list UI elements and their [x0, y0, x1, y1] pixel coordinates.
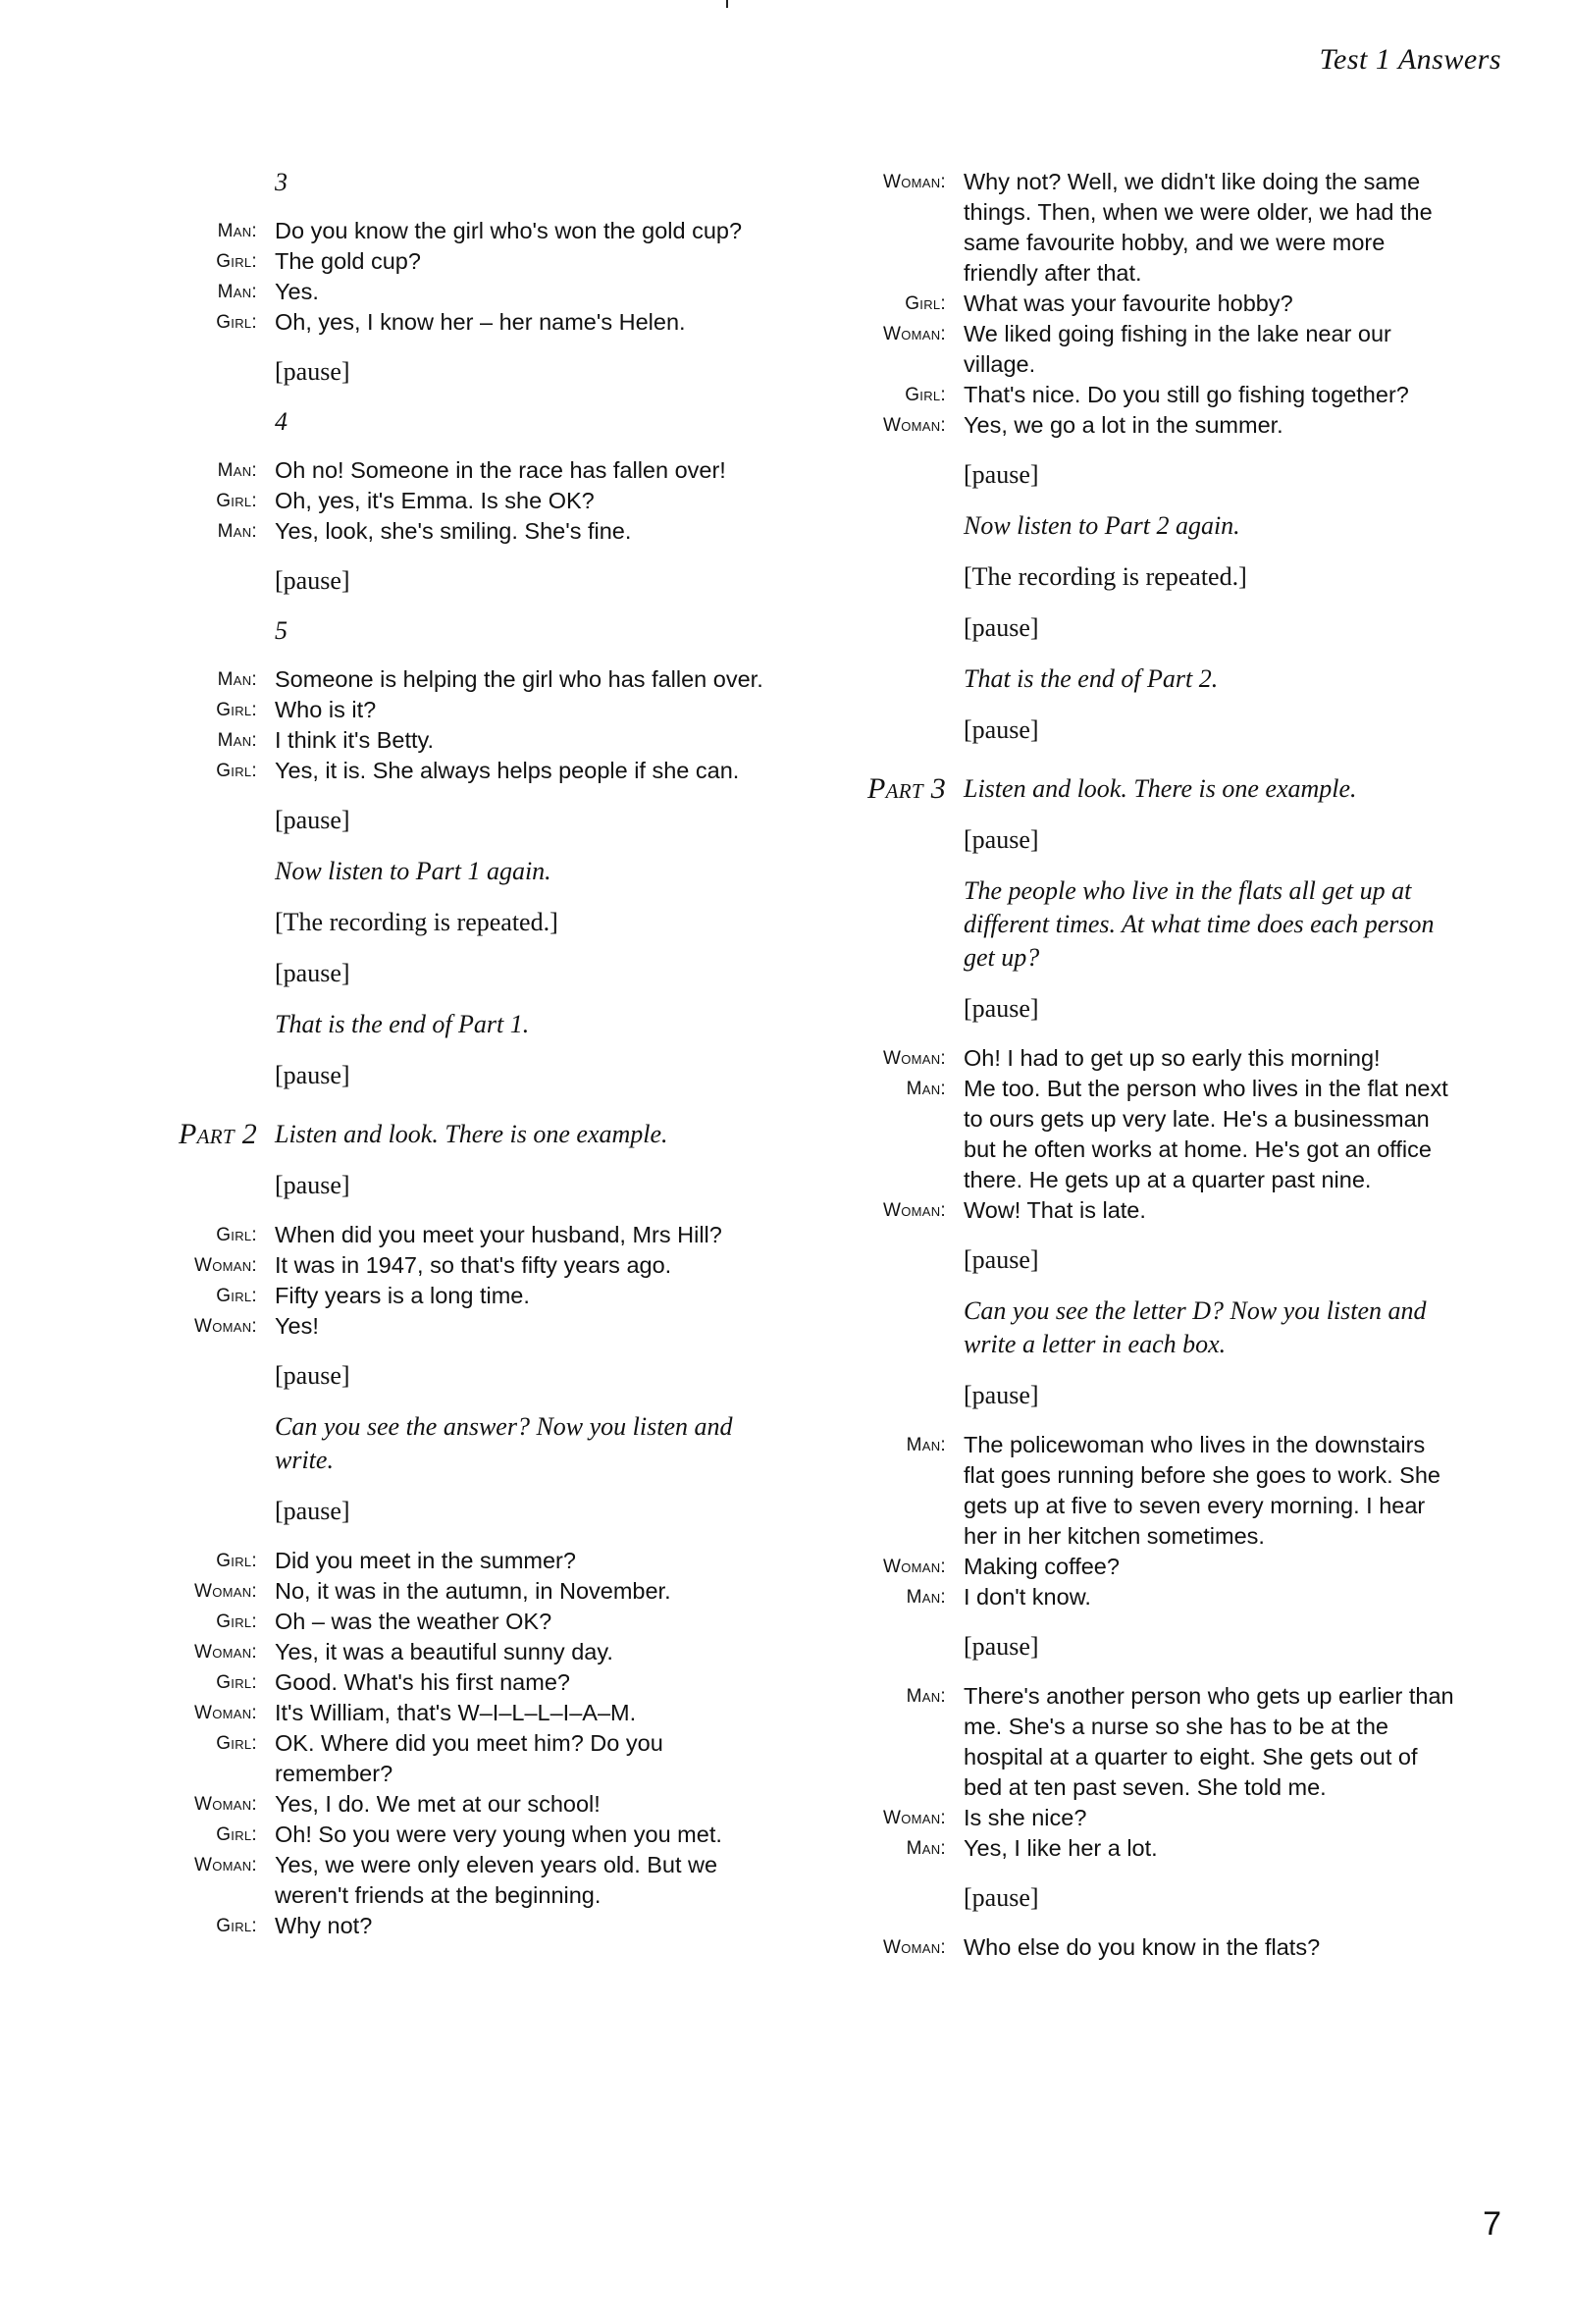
item-number: 5	[275, 616, 288, 645]
page-header: Test 1 Answers	[1319, 43, 1501, 76]
transcript-line	[834, 380, 1462, 410]
transcript-line	[834, 1582, 1462, 1612]
instruction-text: That is the end of Part 1.	[275, 1010, 530, 1038]
transcript-line	[834, 1043, 1462, 1074]
transcript-line	[157, 1667, 765, 1698]
transcript-part	[157, 1118, 765, 1151]
dialogue-text: I don't know.	[964, 1584, 1091, 1610]
transcript-num	[157, 615, 765, 647]
dialogue-text: Yes, I do. We met at our school!	[275, 1791, 601, 1817]
transcript-stage	[834, 713, 1462, 747]
transcript-line	[157, 1576, 765, 1607]
part-label: Part 3	[867, 772, 946, 805]
stage-direction: [pause]	[275, 1361, 350, 1390]
stage-direction: [pause]	[275, 1171, 350, 1199]
dialogue-text: Yes, we go a lot in the summer.	[964, 412, 1283, 438]
part-instruction: Listen and look. There is one example.	[275, 1120, 668, 1148]
transcript-line	[157, 246, 765, 277]
speaker-label: Woman:	[882, 324, 946, 344]
transcript-stage	[157, 1495, 765, 1528]
speaker-label: Girl:	[216, 251, 257, 272]
transcript-instr	[157, 855, 765, 888]
dialogue-text: Why not? Well, we didn't like doing the same things. Then, when we were older, we had the same favourite hobby, and we were more friendly after that.	[964, 169, 1433, 286]
dialogue-text: Yes, we were only eleven years old. But we weren't friends at the beginning.	[275, 1852, 718, 1908]
transcript-line	[834, 1803, 1462, 1833]
dialogue-text: It's William, that's W–I–L–L–I–A–M.	[275, 1700, 637, 1725]
speaker-label: Man:	[217, 221, 257, 241]
transcript-stage	[834, 1379, 1462, 1412]
speaker-label: Woman:	[193, 1316, 257, 1337]
speaker-label: Girl:	[216, 1916, 257, 1936]
dialogue-text: Oh – was the weather OK?	[275, 1609, 552, 1634]
transcript-line	[157, 486, 765, 516]
speaker-label: Man:	[906, 1686, 946, 1707]
dialogue-text: Oh, yes, it's Emma. Is she OK?	[275, 488, 595, 513]
transcript-stage	[834, 1243, 1462, 1277]
dialogue-text: Yes, it is. She always helps people if she can.	[275, 758, 740, 783]
speaker-label: Man:	[906, 1587, 946, 1608]
transcript-line	[157, 1220, 765, 1250]
transcript-line	[834, 1195, 1462, 1226]
speaker-label: Girl:	[216, 1672, 257, 1693]
speaker-label: Man:	[217, 730, 257, 751]
dialogue-text: Why not?	[275, 1913, 373, 1938]
transcript-num	[157, 406, 765, 438]
speaker-label: Woman:	[882, 1808, 946, 1828]
speaker-label: Woman:	[193, 1794, 257, 1815]
item-number: 3	[275, 168, 288, 196]
transcript-stage	[834, 823, 1462, 857]
speaker-label: Girl:	[216, 1824, 257, 1845]
transcript-line	[157, 307, 765, 338]
transcript-stage	[157, 906, 765, 939]
speaker-label: Girl:	[216, 700, 257, 720]
transcript-stage	[834, 611, 1462, 645]
stage-direction: [pause]	[964, 994, 1039, 1023]
transcript-line	[834, 289, 1462, 319]
transcript-line	[157, 1850, 765, 1911]
speaker-label: Girl:	[905, 293, 946, 314]
dialogue-text: Do you know the girl who's won the gold cup?	[275, 218, 743, 243]
dialogue-text: OK. Where did you meet him? Do you remember?	[275, 1730, 663, 1786]
dialogue-text: Who else do you know in the flats?	[964, 1934, 1321, 1960]
speaker-label: Man:	[217, 521, 257, 542]
dialogue-text: We liked going fishing in the lake near our village.	[964, 321, 1391, 377]
transcript-stage	[157, 1059, 765, 1092]
speaker-label: Woman:	[193, 1703, 257, 1723]
speaker-label: Girl:	[216, 491, 257, 511]
transcript-line	[157, 516, 765, 547]
dialogue-text: There's another person who gets up earlier than me. She's a nurse so she has to be at the hospital at a quarter to eight. She gets out of bed at ten past seven. She told me.	[964, 1683, 1454, 1800]
transcript-line	[157, 1250, 765, 1281]
dialogue-text: Oh! I had to get up so early this morning!	[964, 1045, 1381, 1071]
instruction-text: Can you see the answer? Now you listen and write.	[275, 1412, 733, 1474]
stage-direction: [pause]	[964, 715, 1039, 744]
speaker-label: Man:	[217, 460, 257, 481]
transcript-line	[834, 167, 1462, 289]
transcript-stage	[157, 804, 765, 837]
transcript-stage	[834, 458, 1462, 492]
stage-direction: [pause]	[964, 1245, 1039, 1274]
stage-direction: [The recording is repeated.]	[275, 908, 558, 936]
transcript-line	[157, 1281, 765, 1311]
transcript-line	[157, 1698, 765, 1728]
transcript-stage	[834, 1630, 1462, 1664]
transcript-line	[834, 319, 1462, 380]
stage-direction: [pause]	[964, 1381, 1039, 1409]
speaker-label: Woman:	[193, 1255, 257, 1276]
speaker-label: Woman:	[882, 1048, 946, 1069]
speaker-label: Woman:	[882, 1937, 946, 1958]
dialogue-text: When did you meet your husband, Mrs Hill?	[275, 1222, 722, 1247]
transcript-stage	[834, 1881, 1462, 1915]
dialogue-text: Oh, yes, I know her – her name's Helen.	[275, 309, 686, 335]
speaker-label: Woman:	[193, 1581, 257, 1602]
speaker-label: Man:	[906, 1838, 946, 1859]
transcript-instr	[157, 1410, 765, 1477]
speaker-label: Man:	[217, 282, 257, 302]
dialogue-text: Yes, I like her a lot.	[964, 1835, 1158, 1861]
transcript-line	[834, 1681, 1462, 1803]
dialogue-text: Who is it?	[275, 697, 377, 722]
dialogue-text: Yes, it was a beautiful sunny day.	[275, 1639, 613, 1664]
transcript-stage	[157, 1169, 765, 1202]
stage-direction: [pause]	[964, 825, 1039, 854]
part-instruction: Listen and look. There is one example.	[964, 774, 1357, 803]
dialogue-text: Good. What's his first name?	[275, 1669, 570, 1695]
dialogue-text: Someone is helping the girl who has fallen over.	[275, 666, 763, 692]
dialogue-text: The gold cup?	[275, 248, 421, 274]
speaker-label: Girl:	[905, 385, 946, 405]
transcript-line	[834, 1932, 1462, 1963]
transcript-line	[157, 216, 765, 246]
stage-direction: [pause]	[275, 357, 350, 386]
scan-mark	[726, 0, 728, 8]
transcript-line	[834, 410, 1462, 441]
dialogue-text: I think it's Betty.	[275, 727, 435, 753]
instruction-text: The people who live in the flats all get up at different times. At what time does each person get up?	[964, 876, 1435, 972]
stage-direction: [pause]	[275, 566, 350, 595]
dialogue-text: Wow! That is late.	[964, 1197, 1146, 1223]
transcript-stage	[157, 355, 765, 389]
dialogue-text: The policewoman who lives in the downstairs flat goes running before she goes to work. She gets up at five to seven every morning. I hear her in her kitchen sometimes.	[964, 1432, 1440, 1549]
dialogue-text: Oh! So you were very young when you met.	[275, 1822, 722, 1847]
transcript-stage	[834, 992, 1462, 1026]
transcript-instr	[834, 874, 1462, 975]
transcript-part	[834, 772, 1462, 806]
page-number: 7	[1483, 2205, 1501, 2243]
transcript-line	[834, 1430, 1462, 1552]
speaker-label: Man:	[217, 669, 257, 690]
dialogue-text: Yes!	[275, 1313, 319, 1339]
instruction-text: That is the end of Part 2.	[964, 664, 1219, 693]
stage-direction: [pause]	[275, 959, 350, 987]
transcript-line	[157, 1911, 765, 1941]
instruction-text: Now listen to Part 2 again.	[964, 511, 1240, 540]
stage-direction: [The recording is repeated.]	[964, 562, 1247, 591]
transcript-stage	[157, 1359, 765, 1393]
stage-direction: [pause]	[275, 1061, 350, 1089]
dialogue-text: Yes, look, she's smiling. She's fine.	[275, 518, 632, 544]
speaker-label: Woman:	[882, 172, 946, 192]
transcript-line	[157, 1728, 765, 1789]
transcript-instr	[834, 509, 1462, 543]
transcript-line	[157, 1546, 765, 1576]
transcript-line	[157, 756, 765, 786]
dialogue-text: Did you meet in the summer?	[275, 1548, 576, 1573]
transcript-line	[157, 1311, 765, 1342]
transcript-instr	[157, 1008, 765, 1041]
transcript-line	[157, 725, 765, 756]
transcript-line	[157, 1607, 765, 1637]
item-number: 4	[275, 407, 288, 436]
dialogue-text: Fifty years is a long time.	[275, 1283, 530, 1308]
speaker-label: Girl:	[216, 1733, 257, 1754]
transcript-line	[157, 695, 765, 725]
speaker-label: Woman:	[193, 1855, 257, 1875]
left-column	[157, 167, 765, 1941]
transcript-line	[157, 277, 765, 307]
dialogue-text: Is she nice?	[964, 1805, 1087, 1830]
instruction-text: Can you see the letter D? Now you listen and write a letter in each box.	[964, 1296, 1427, 1358]
dialogue-text: Making coffee?	[964, 1554, 1120, 1579]
transcript-num	[157, 167, 765, 198]
transcript-line	[157, 664, 765, 695]
stage-direction: [pause]	[964, 1632, 1039, 1661]
speaker-label: Girl:	[216, 1551, 257, 1571]
dialogue-text: Oh no! Someone in the race has fallen over!	[275, 457, 726, 483]
transcript-stage	[834, 560, 1462, 594]
transcript-line	[834, 1833, 1462, 1864]
speaker-label: Woman:	[882, 1200, 946, 1221]
transcript-stage	[157, 564, 765, 598]
stage-direction: [pause]	[275, 1497, 350, 1525]
dialogue-text: Yes.	[275, 279, 319, 304]
dialogue-text: That's nice. Do you still go fishing together?	[964, 382, 1409, 407]
transcript-line	[834, 1074, 1462, 1195]
transcript-line	[157, 1820, 765, 1850]
instruction-text: Now listen to Part 1 again.	[275, 857, 551, 885]
speaker-label: Woman:	[882, 415, 946, 436]
transcript-stage	[157, 957, 765, 990]
right-column	[834, 167, 1462, 1963]
speaker-label: Girl:	[216, 312, 257, 333]
dialogue-text: It was in 1947, so that's fifty years ago.	[275, 1252, 672, 1278]
stage-direction: [pause]	[964, 1883, 1039, 1912]
speaker-label: Man:	[906, 1079, 946, 1099]
stage-direction: [pause]	[964, 613, 1039, 642]
speaker-label: Man:	[906, 1435, 946, 1455]
transcript-line	[157, 1637, 765, 1667]
dialogue-text: No, it was in the autumn, in November.	[275, 1578, 671, 1604]
stage-direction: [pause]	[964, 460, 1039, 489]
speaker-label: Girl:	[216, 761, 257, 781]
speaker-label: Girl:	[216, 1286, 257, 1306]
transcript-line	[834, 1552, 1462, 1582]
stage-direction: [pause]	[275, 806, 350, 834]
transcript-instr	[834, 1294, 1462, 1361]
part-label: Part 2	[179, 1118, 257, 1150]
speaker-label: Woman:	[882, 1557, 946, 1577]
speaker-label: Woman:	[193, 1642, 257, 1663]
speaker-label: Girl:	[216, 1225, 257, 1245]
transcript-instr	[834, 662, 1462, 696]
transcript-line	[157, 455, 765, 486]
transcript-line	[157, 1789, 765, 1820]
dialogue-text: Me too. But the person who lives in the flat next to ours gets up very late. He's a businessman but he often works at home. He's got an office there. He gets up at a quarter past nine.	[964, 1076, 1448, 1192]
speaker-label: Girl:	[216, 1611, 257, 1632]
dialogue-text: What was your favourite hobby?	[964, 290, 1293, 316]
